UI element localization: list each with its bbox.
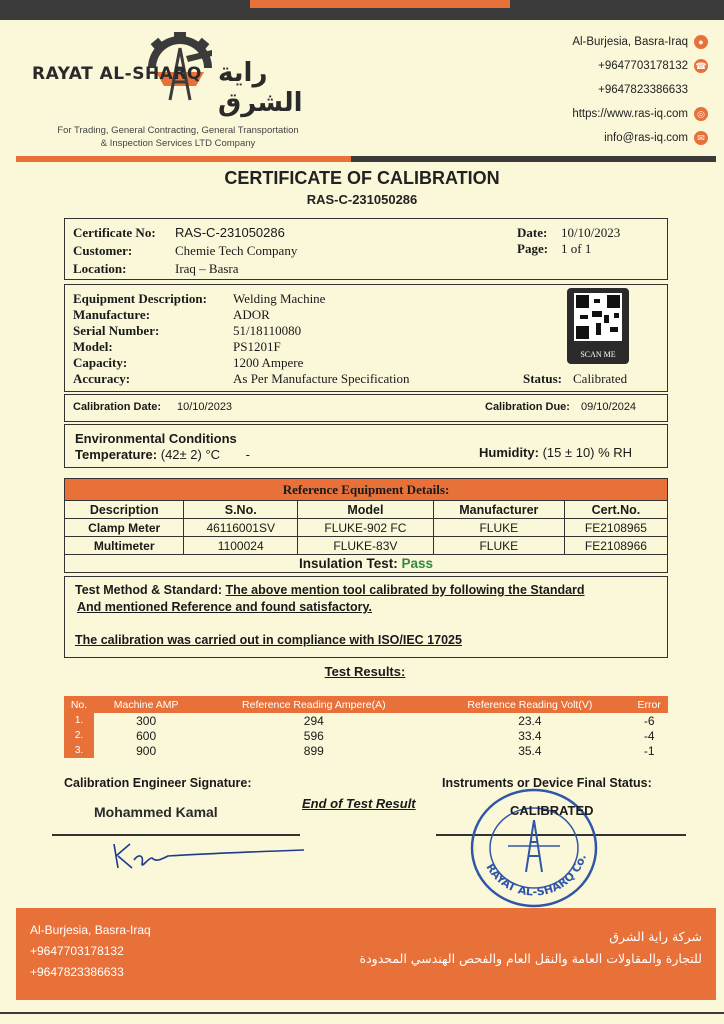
date-label: Date:	[517, 225, 548, 240]
environment-heading: Environmental Conditions	[75, 431, 237, 446]
results-header	[64, 696, 668, 713]
calibration-due-label: Calibration Due:	[485, 401, 570, 413]
contact-phone-1: +9647703178132 ☎	[598, 60, 707, 72]
cell-description: Clamp Meter	[65, 519, 184, 537]
company-name-en: RAYAT AL-SHARQ	[32, 64, 202, 84]
calibration-dates-box	[64, 394, 668, 422]
top-bar-accent	[250, 0, 510, 8]
footer-company-ar: شركة راية الشرق	[609, 929, 702, 944]
page-label: Page:	[517, 241, 549, 256]
certificate-title: CERTIFICATE OF CALIBRATION	[224, 168, 500, 188]
equipment-description-label: Equipment Description:	[73, 291, 207, 306]
engineer-signature-line	[52, 834, 300, 836]
cell-machine-amp: 300	[136, 713, 157, 728]
cell-ref-volt: 35.4	[518, 743, 542, 758]
cert-no-value: RAS-C-231050286	[175, 225, 285, 240]
engineer-name: Mohammed Kamal	[94, 804, 218, 820]
footer-phone-1: +9647703178132	[30, 944, 124, 958]
test-results-table	[64, 696, 668, 758]
cell-model: FLUKE-83V	[298, 537, 434, 555]
contact-address: Al-Burjesia, Basra-Iraq ●	[508, 30, 708, 54]
insulation-test-row	[65, 555, 668, 573]
company-name-ar: راية الشرق	[218, 58, 303, 118]
col-ref-ampere: Reference Reading Ampere(A)	[198, 696, 429, 713]
footer-services-ar: للتجارة والمقاولات العامة والنقل العام والفحص الهندسي المحدودة	[359, 951, 702, 966]
equipment-box	[64, 284, 668, 392]
col-manufacturer: Manufacturer	[433, 501, 564, 519]
test-results-title: Test Results:	[324, 664, 406, 679]
capacity-value: 1200 Ampere	[233, 355, 304, 370]
col-ref-volt: Reference Reading Volt(V)	[429, 696, 630, 713]
tagline-line-2: & Inspection Services LTD Company	[100, 138, 256, 149]
customer-label: Customer:	[73, 243, 133, 258]
final-status-value: CALIBRATED	[510, 803, 594, 818]
col-serial: S.No.	[184, 501, 298, 519]
environment-box	[64, 424, 668, 468]
status-label: Status:	[523, 371, 563, 386]
globe-icon: ◎	[694, 107, 708, 121]
qr-pattern	[574, 293, 622, 341]
footer-phone-2: +9647823386633	[30, 965, 124, 979]
cell-model: FLUKE-902 FC	[298, 519, 434, 537]
test-method-label: Test Method & Standard:	[75, 583, 222, 597]
certificate-info-box	[64, 218, 668, 280]
cell-ref-volt: 33.4	[518, 728, 542, 743]
customer-value: Chemie Tech Company	[175, 243, 298, 258]
calibration-date-label: Calibration Date:	[73, 401, 162, 413]
certificate-number-heading: RAS-C-231050286	[306, 192, 418, 207]
temperature-label: Temperature:	[75, 447, 158, 462]
test-method-line-1: The above mention tool calibrated by following the Standard	[225, 583, 585, 597]
table-row	[64, 728, 668, 743]
model-value: PS1201F	[233, 339, 281, 354]
cell-no: 2.	[64, 728, 94, 743]
qr-scan-label: SCAN ME	[580, 350, 616, 359]
cell-ref-ampere: 899	[303, 743, 324, 758]
test-method-box	[64, 576, 668, 658]
table-row	[64, 743, 668, 758]
end-of-test-result: End of Test Result	[302, 796, 416, 811]
contact-website[interactable]: https://www.ras-iq.com ◎	[508, 102, 708, 126]
col-description: Description	[65, 501, 184, 519]
cell-serial: 1100024	[184, 537, 298, 555]
location-label: Location:	[73, 261, 127, 276]
cell-error: -6	[643, 713, 655, 728]
cell-no: 3.	[64, 743, 94, 758]
humidity-row	[479, 445, 632, 460]
engineer-signature-label: Calibration Engineer Signature:	[64, 776, 252, 790]
manufacture-value: ADOR	[233, 307, 270, 322]
phone-icon: ☎	[695, 61, 707, 71]
footer	[16, 908, 716, 1000]
header-divider-accent	[16, 156, 351, 162]
reference-table-header	[65, 501, 668, 519]
col-machine-amp: Machine AMP	[94, 696, 198, 713]
cell-manufacturer: FLUKE	[433, 519, 564, 537]
test-method-line-2: And mentioned Reference and found satisfactory.	[77, 600, 372, 614]
cert-no-label: Certificate No:	[73, 225, 156, 240]
serial-label: Serial Number:	[73, 323, 160, 338]
company-tagline	[32, 124, 324, 150]
model-label: Model:	[73, 339, 113, 354]
contact-phone-2: +9647823386633	[598, 84, 688, 96]
col-cert-no: Cert.No.	[564, 501, 667, 519]
cell-error: -1	[643, 743, 655, 758]
cell-error: -4	[643, 728, 655, 743]
insulation-test-label: Insulation Test:	[298, 556, 398, 571]
stamp-text: RAYAT AL-SHARQ Co.	[483, 852, 590, 899]
compliance-statement: The calibration was carried out in compliance with ISO/IEC 17025	[75, 633, 462, 647]
bottom-bar	[0, 1012, 724, 1014]
accuracy-label: Accuracy:	[73, 371, 131, 386]
location-value: Iraq – Basra	[175, 261, 239, 276]
humidity-value: (15 ± 10) % RH	[542, 445, 633, 460]
serial-value: 51/18110080	[233, 323, 302, 338]
cell-serial: 46116001SV	[184, 519, 298, 537]
temperature-value: (42± 2) °C	[160, 447, 221, 462]
cell-ref-volt: 23.4	[518, 713, 542, 728]
accuracy-value: As Per Manufacture Specification	[233, 371, 410, 386]
manufacture-label: Manufacture:	[73, 307, 151, 322]
location-pin-icon: ●	[694, 35, 708, 49]
reference-table-title-row	[65, 479, 668, 501]
test-method-text	[75, 582, 585, 649]
equipment-description-value: Welding Machine	[233, 291, 326, 306]
cell-ref-ampere: 596	[303, 728, 324, 743]
status-value: Calibrated	[573, 371, 628, 386]
contact-email[interactable]: info@ras-iq.com ✉	[508, 126, 708, 150]
col-no: No.	[64, 696, 94, 713]
final-status-label: Instruments or Device Final Status:	[442, 776, 652, 790]
date-value: 10/10/2023	[561, 225, 621, 240]
col-model: Model	[298, 501, 434, 519]
col-error: Error	[630, 696, 668, 713]
cell-cert-no: FE2108965	[564, 519, 667, 537]
company-logo	[30, 28, 340, 148]
insulation-test	[65, 555, 668, 573]
cell-cert-no: FE2108966	[564, 537, 667, 555]
capacity-label: Capacity:	[73, 355, 128, 370]
cell-description: Multimeter	[65, 537, 184, 555]
temperature-row	[75, 447, 250, 462]
footer-address: Al-Burjesia, Basra-Iraq	[30, 923, 151, 937]
humidity-label: Humidity:	[479, 445, 539, 460]
temperature-dash: -	[245, 447, 251, 462]
footer-arabic	[360, 926, 702, 970]
handwritten-signature	[108, 838, 308, 878]
table-row	[64, 713, 668, 728]
reference-table-title: Reference Equipment Details:	[65, 479, 668, 501]
envelope-icon: ✉	[694, 131, 708, 145]
footer-contact	[30, 920, 151, 983]
contact-block	[508, 30, 708, 150]
cell-machine-amp: 900	[136, 743, 157, 758]
calibration-due-value: 09/10/2024	[581, 401, 637, 413]
cell-ref-ampere: 294	[303, 713, 324, 728]
table-row	[65, 519, 668, 537]
reference-equipment-table	[64, 478, 668, 573]
qr-code[interactable]	[567, 288, 629, 364]
cell-machine-amp: 600	[136, 728, 157, 743]
cell-no: 1.	[64, 713, 94, 728]
table-row	[65, 537, 668, 555]
page-value: 1 of 1	[561, 241, 592, 256]
cell-manufacturer: FLUKE	[433, 537, 564, 555]
tagline-line-1: For Trading, General Contracting, General Transportation	[57, 125, 299, 136]
insulation-test-value: Pass	[401, 556, 434, 571]
calibration-date-value: 10/10/2023	[177, 401, 233, 413]
